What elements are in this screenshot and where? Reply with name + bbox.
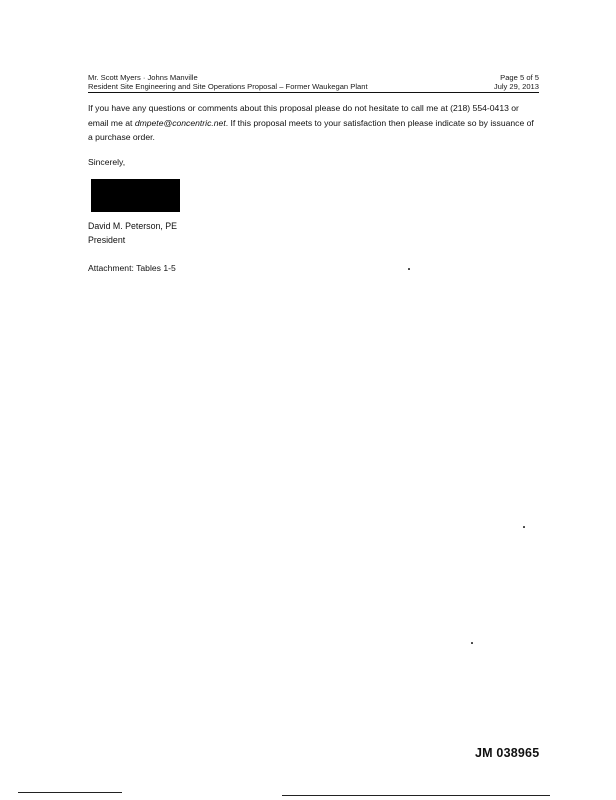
paragraph [88,101,540,145]
header-subject: Resident Site Engineering and Site Operations Proposal – Former Waukegan Plant [88,82,368,91]
paragraph-text-start: If you have any questions or comments about this proposal please do not hesitate to call me at (218) 554-0413 or email me at [88,103,519,128]
header-page-number: Page 5 of 5 [500,73,539,82]
redacted-signature [91,179,180,212]
signer-name: David M. Peterson, PE [88,221,177,231]
bottom-rule-left [18,792,122,793]
header-row-top [88,73,539,82]
attachment-note: Attachment: Tables 1-5 [88,263,176,273]
header-recipient: Mr. Scott Myers · Johns Manville [88,73,198,82]
letter-header [88,73,539,93]
header-row-bottom [88,82,539,93]
signer-title: President [88,234,126,245]
signer-block [88,220,177,247]
closing-salutation: Sincerely, [88,157,126,167]
header-date: July 29, 2013 [493,82,539,91]
scan-speck [523,526,525,528]
scan-speck [408,268,410,270]
bottom-rule-right [282,795,550,796]
scan-speck [471,642,473,644]
bates-number: JM 038965 [475,746,540,760]
body-paragraph [88,101,540,145]
paragraph-text-end: . If this proposal meets to your satisfaction then please indicate so by issuance of a purchase order. [88,117,534,142]
email-address: dmpete@concentric.net [134,117,226,128]
